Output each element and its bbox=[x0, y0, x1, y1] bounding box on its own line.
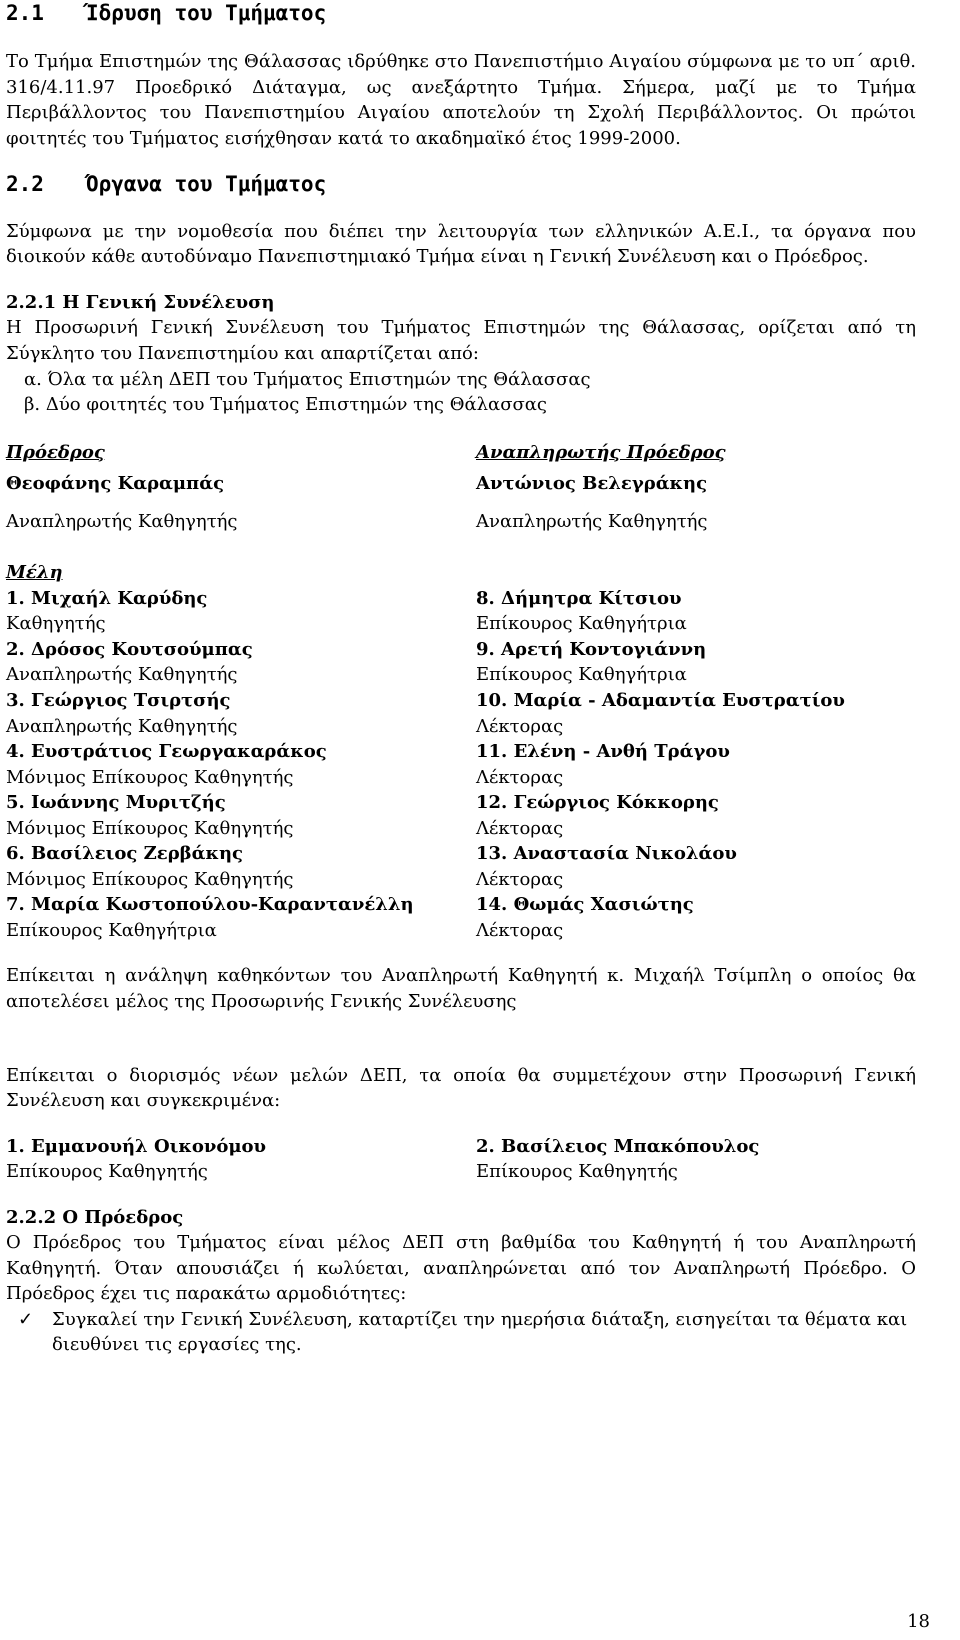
vice-chair-name: Αντώνιος Βελεγράκης bbox=[476, 473, 708, 495]
vice-chair-label: Αναπληρωτής Πρόεδρος bbox=[476, 441, 726, 463]
member-name: 9. Αρετή Κοντογιάννη bbox=[476, 638, 707, 660]
member-role: Αναπληρωτής Καθηγητής bbox=[6, 715, 238, 737]
member-name: 1. Μιχαήλ Καρύδης bbox=[6, 587, 208, 609]
member-name: 10. Μαρία - Αδαμαντία Ευστρατίου bbox=[476, 689, 845, 711]
section-number: 2.1 bbox=[6, 1, 44, 25]
page-number: 18 bbox=[907, 1611, 930, 1632]
section-2-2-heading bbox=[6, 171, 916, 198]
member-name: 4. Ευστράτιος Γεωργακαράκος bbox=[6, 741, 327, 763]
member-role: Επίκουρος Καθηγήτρια bbox=[6, 919, 217, 941]
member-name: 8. Δήμητρα Κίτσιου bbox=[476, 587, 682, 609]
member-name: 6. Βασίλειος Ζερβάκης bbox=[6, 843, 244, 865]
member-role: Λέκτορας bbox=[476, 715, 564, 737]
member-role: Μόνιμος Επίκουρος Καθηγητής bbox=[6, 868, 294, 890]
member-name: 12. Γεώργιος Κόκκορης bbox=[476, 792, 719, 814]
member-role: Μόνιμος Επίκουρος Καθηγητής bbox=[6, 766, 294, 788]
composition-item-b: β. Δύο φοιτητές του Τμήματος Επιστημών της Θάλασσας bbox=[24, 394, 548, 416]
section-2-2-2-heading: 2.2.2 Ο Πρόεδρος bbox=[6, 1206, 184, 1228]
member-role: Λέκτορας bbox=[476, 766, 564, 788]
chair-role: Αναπληρωτής Καθηγητής bbox=[6, 510, 238, 532]
member-role: Επίκουρος Καθηγήτρια bbox=[476, 613, 687, 635]
checkmark-icon: ✓ bbox=[18, 1308, 34, 1330]
new-members-note: Επίκειται ο διορισμός νέων μελών ΔΕΠ, τα οποία θα συμμετέχουν στην Προσωρινή Γενική Συνέλευση και συγκεκριμένα: bbox=[6, 1064, 916, 1112]
member-name: 14. Θωμάς Χασιώτης bbox=[476, 894, 694, 916]
members-label: Μέλη bbox=[6, 562, 63, 584]
section-number: 2.2 bbox=[6, 172, 44, 197]
section-2-1-paragraph: Το Τμήμα Επιστημών της Θάλασσας ιδρύθηκε στο Πανεπιστήμιο Αιγαίου σύμφωνα με το υπ΄ αριθ. 316/4.11.97 Προεδρικό Διάταγμα, ως ανεξάρτητο Τμήμα. Σήμερα, μαζί με το Τμήμα Περιβάλλοντος του Πανεπιστημίου Αιγαίου αποτελούν τη Σχολή Περιβάλλοντος. Οι πρώτοι φοιτητές του Τμήματος εισήχθησαν κατά το ακαδημαϊκό έτος 1999-2000. bbox=[6, 51, 916, 149]
vice-chair-column bbox=[476, 440, 916, 535]
chair-label: Πρόεδρος bbox=[6, 441, 105, 463]
member-role: Επίκουρος Καθηγητής bbox=[6, 1161, 208, 1183]
member-name: 3. Γεώργιος Τσιρτσής bbox=[6, 689, 231, 711]
composition-item-a: α. Όλα τα μέλη ΔΕΠ του Τμήματος Επιστημών της Θάλασσας bbox=[24, 368, 591, 390]
member-role: Λέκτορας bbox=[476, 868, 564, 890]
member-name: 11. Ελένη - Ανθή Τράγου bbox=[476, 741, 730, 763]
section-2-2-1-paragraph: Η Προσωρινή Γενική Συνέλευση του Τμήματος Επιστημών της Θάλασσας, ορίζεται από τη Σύγκλητο του Πανεπιστημίου και απαρτίζεται από: bbox=[6, 317, 916, 364]
member-name: 2. Δρόσος Κουτσούμπας bbox=[6, 638, 253, 660]
chair-name: Θεοφάνης Καραμπάς bbox=[6, 473, 225, 495]
member-role: Καθηγητής bbox=[6, 613, 106, 635]
new-members-list bbox=[6, 1134, 916, 1185]
new-member-right bbox=[476, 1134, 916, 1185]
chair-column bbox=[6, 440, 446, 535]
duty-text: Συγκαλεί την Γενική Συνέλευση, καταρτίζει την ημερήσια διάταξη, εισηγείται τα θέματα και διευθύνει τις εργασίες της. bbox=[52, 1308, 908, 1356]
members-right-column bbox=[476, 586, 916, 944]
member-role: Μόνιμος Επίκουρος Καθηγητής bbox=[6, 817, 294, 839]
member-name: 2. Βασίλειος Μπακόπουλος bbox=[476, 1135, 760, 1157]
member-role: Λέκτορας bbox=[476, 817, 564, 839]
duties-list-item bbox=[6, 1307, 916, 1358]
member-role: Αναπληρωτής Καθηγητής bbox=[6, 664, 238, 686]
section-title: Ίδρυση του Τμήματος bbox=[86, 1, 327, 25]
member-role: Λέκτορας bbox=[476, 919, 564, 941]
members-list bbox=[6, 586, 916, 944]
section-2-1-heading bbox=[6, 0, 916, 27]
section-2-2-2-paragraph: Ο Πρόεδρος του Τμήματος είναι μέλος ΔΕΠ στη βαθμίδα του Καθηγητή ή του Αναπληρωτή Καθηγητή. Όταν απουσιάζει ή κωλύεται, αναπληρώνεται από τον Αναπληρωτή Πρόεδρο. Ο Πρόεδρος έχει τις παρακάτω αρμοδιότητες: bbox=[6, 1232, 916, 1305]
member-name: 7. Μαρία Κωστοπούλου-Καραντανέλλη bbox=[6, 894, 414, 916]
pending-appointment-note: Επίκειται η ανάληψη καθηκόντων του Αναπληρωτή Καθηγητή κ. Μιχαήλ Τσίμπλη ο οποίος θα αποτελέσει μέλος της Προσωρινής Γενικής Συνέλευσης bbox=[6, 965, 916, 1012]
member-role: Επίκουρος Καθηγήτρια bbox=[476, 664, 687, 686]
member-name: 1. Εμμανουήλ Οικονόμου bbox=[6, 1135, 266, 1157]
vice-chair-role: Αναπληρωτής Καθηγητής bbox=[476, 510, 708, 532]
member-role: Επίκουρος Καθηγητής bbox=[476, 1161, 678, 1183]
new-member-left bbox=[6, 1134, 446, 1185]
section-2-2-paragraph: Σύμφωνα με την νομοθεσία που διέπει την λειτουργία των ελληνικών Α.Ε.Ι., τα όργανα που διοικούν κάθε αυτοδύναμο Πανεπιστημιακό Τμήμα είναι η Γενική Συνέλευση και ο Πρόεδρος. bbox=[6, 220, 916, 268]
members-left-column bbox=[6, 586, 446, 944]
member-name: 13. Αναστασία Νικολάου bbox=[476, 843, 737, 865]
chair-block bbox=[6, 440, 916, 535]
member-name: 5. Ιωάννης Μυριτζής bbox=[6, 792, 226, 814]
section-2-2-1-heading: 2.2.1 Η Γενική Συνέλευση bbox=[6, 291, 275, 313]
section-title: Όργανα του Τμήματος bbox=[86, 172, 327, 197]
